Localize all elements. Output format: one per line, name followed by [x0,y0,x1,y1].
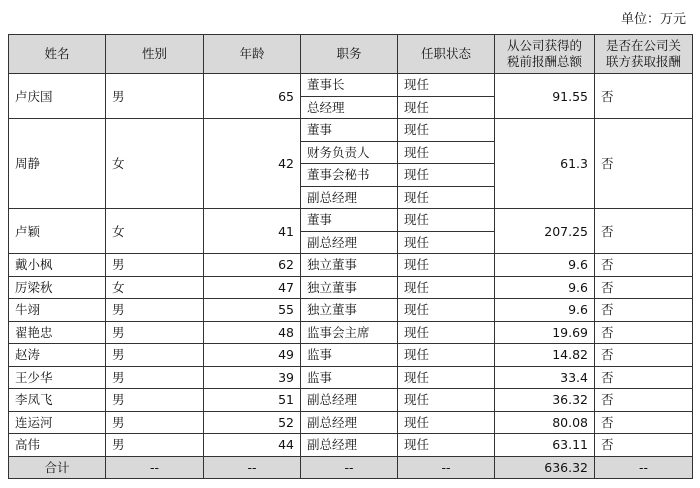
person-related-pay: 否 [595,389,693,412]
person-status: 现任 [398,96,495,119]
person-gender: 男 [106,299,204,322]
table-row [9,389,693,412]
table-row [9,119,693,142]
person-position: 独立董事 [301,276,398,299]
person-pay: 9.6 [495,299,595,322]
table-row [9,254,693,277]
person-gender: 女 [106,119,204,209]
person-related-pay: 否 [595,434,693,457]
person-age: 41 [204,209,301,254]
person-name: 周静 [9,119,106,209]
total-label: 合计 [9,456,106,479]
table-row [9,434,693,457]
person-pay: 80.08 [495,411,595,434]
person-pay: 33.4 [495,366,595,389]
header-age: 年龄 [204,35,301,74]
person-position: 副总经理 [301,389,398,412]
person-related-pay: 否 [595,366,693,389]
total-row [9,456,693,479]
person-position: 董事会秘书 [301,164,398,187]
person-age: 49 [204,344,301,367]
person-pay: 207.25 [495,209,595,254]
person-position: 副总经理 [301,186,398,209]
total-position: -- [301,456,398,479]
person-name: 连运河 [9,411,106,434]
person-related-pay: 否 [595,344,693,367]
person-position: 独立董事 [301,299,398,322]
person-related-pay: 否 [595,209,693,254]
header-position: 职务 [301,35,398,74]
compensation-table [8,34,693,479]
person-status: 现任 [398,411,495,434]
person-gender: 女 [106,209,204,254]
total-status: -- [398,456,495,479]
person-position: 监事 [301,344,398,367]
unit-label: 单位：万元 [620,12,686,27]
person-name: 赵涛 [9,344,106,367]
person-status: 现任 [398,366,495,389]
person-related-pay: 否 [595,321,693,344]
table-row [9,344,693,367]
person-pay: 9.6 [495,276,595,299]
person-status: 现任 [398,299,495,322]
person-pay: 63.11 [495,434,595,457]
person-age: 42 [204,119,301,209]
person-name: 王少华 [9,366,106,389]
table-row [9,276,693,299]
person-pay: 36.32 [495,389,595,412]
person-status: 现任 [398,119,495,142]
table-row [9,366,693,389]
person-pay: 61.3 [495,119,595,209]
person-gender: 男 [106,321,204,344]
table-row [9,321,693,344]
person-status: 现任 [398,254,495,277]
person-age: 39 [204,366,301,389]
person-gender: 男 [106,74,204,119]
person-status: 现任 [398,141,495,164]
table-row [9,74,693,97]
header-row [9,35,693,74]
person-position: 董事 [301,119,398,142]
person-related-pay: 否 [595,299,693,322]
person-related-pay: 否 [595,254,693,277]
header-name: 姓名 [9,35,106,74]
person-position: 董事长 [301,74,398,97]
total-gender: -- [106,456,204,479]
person-status: 现任 [398,434,495,457]
person-age: 55 [204,299,301,322]
header-pay: 从公司获得的税前报酬总额 [495,35,595,74]
person-position: 副总经理 [301,411,398,434]
person-gender: 男 [106,344,204,367]
person-status: 现任 [398,389,495,412]
person-age: 47 [204,276,301,299]
person-status: 现任 [398,186,495,209]
total-age: -- [204,456,301,479]
person-pay: 9.6 [495,254,595,277]
person-status: 现任 [398,344,495,367]
person-pay: 14.82 [495,344,595,367]
table-row [9,299,693,322]
person-name: 卢庆国 [9,74,106,119]
person-related-pay: 否 [595,119,693,209]
person-name: 卢颖 [9,209,106,254]
table-row [9,209,693,232]
person-position: 监事 [301,366,398,389]
person-name: 戴小枫 [9,254,106,277]
person-gender: 男 [106,254,204,277]
person-status: 现任 [398,164,495,187]
person-gender: 女 [106,276,204,299]
person-gender: 男 [106,411,204,434]
person-pay: 91.55 [495,74,595,119]
person-age: 52 [204,411,301,434]
person-position: 副总经理 [301,434,398,457]
person-related-pay: 否 [595,276,693,299]
person-gender: 男 [106,434,204,457]
header-related-pay: 是否在公司关联方获取报酬 [595,35,693,74]
person-related-pay: 否 [595,74,693,119]
person-age: 51 [204,389,301,412]
total-pay: 636.32 [495,456,595,479]
person-status: 现任 [398,209,495,232]
person-name: 翟艳忠 [9,321,106,344]
person-gender: 男 [106,389,204,412]
person-name: 李凤飞 [9,389,106,412]
person-status: 现任 [398,231,495,254]
person-status: 现任 [398,74,495,97]
table-row [9,411,693,434]
person-age: 65 [204,74,301,119]
person-related-pay: 否 [595,411,693,434]
person-position: 监事会主席 [301,321,398,344]
person-position: 财务负责人 [301,141,398,164]
person-position: 董事 [301,209,398,232]
person-name: 高伟 [9,434,106,457]
person-name: 牛翊 [9,299,106,322]
person-position: 副总经理 [301,231,398,254]
person-position: 独立董事 [301,254,398,277]
person-position: 总经理 [301,96,398,119]
header-status: 任职状态 [398,35,495,74]
person-status: 现任 [398,276,495,299]
total-related: -- [595,456,693,479]
header-gender: 性别 [106,35,204,74]
person-pay: 19.69 [495,321,595,344]
person-age: 62 [204,254,301,277]
person-name: 厉梁秋 [9,276,106,299]
person-gender: 男 [106,366,204,389]
person-age: 44 [204,434,301,457]
person-status: 现任 [398,321,495,344]
person-age: 48 [204,321,301,344]
